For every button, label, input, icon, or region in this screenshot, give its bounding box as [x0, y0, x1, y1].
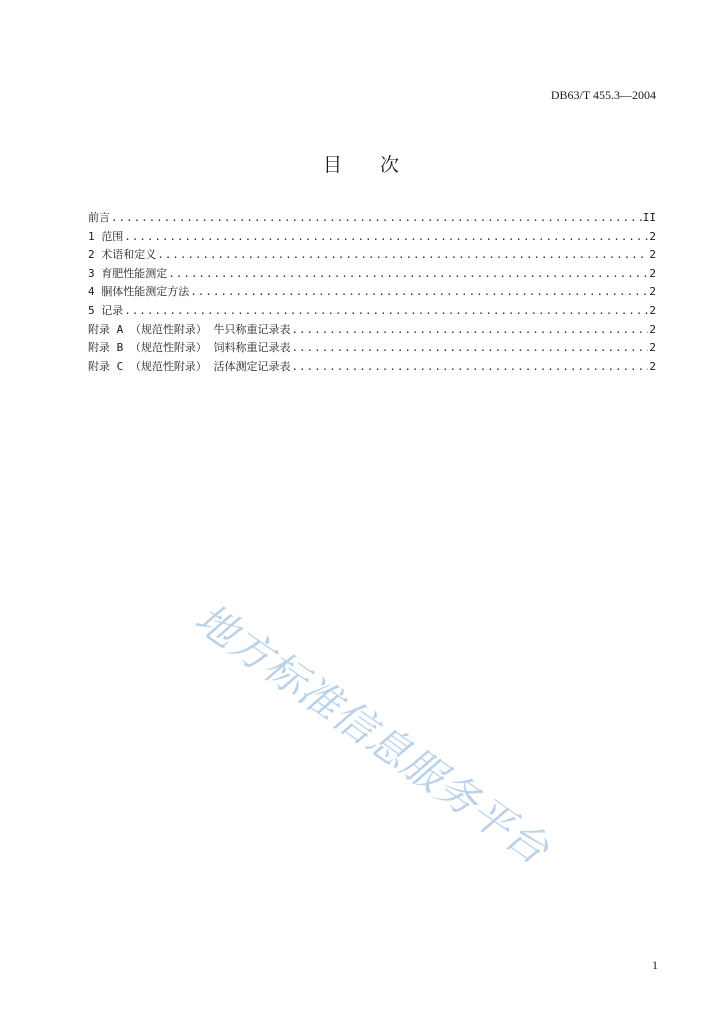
- toc-entry-fattening[interactable]: [88, 265, 656, 284]
- toc-entry-appendix-b[interactable]: [88, 339, 656, 358]
- toc-dot-leader: [157, 246, 648, 265]
- toc-title: [0, 150, 724, 177]
- toc-entry-page: 2: [649, 322, 656, 336]
- toc-entry-page: 2: [649, 285, 656, 299]
- toc-list: [88, 209, 656, 376]
- toc-entry-scope[interactable]: [88, 228, 656, 247]
- toc-entry-label: 前言: [88, 211, 110, 224]
- watermark-text: 地方标准信息服务平台: [186, 593, 558, 875]
- toc-entry-page: 2: [649, 341, 656, 355]
- toc-entry-label: 附录 C （规范性附录） 活体测定记录表: [88, 359, 291, 373]
- toc-entry-page: II: [642, 211, 656, 224]
- toc-dot-leader: [168, 265, 648, 284]
- toc-entry-preface[interactable]: [88, 209, 656, 228]
- toc-entry-page: 2: [649, 248, 656, 262]
- toc-entry-label: 4 胴体性能测定方法: [88, 285, 190, 299]
- toc-entry-terms[interactable]: [88, 246, 656, 265]
- toc-entry-page: 2: [649, 359, 656, 373]
- toc-entry-carcass[interactable]: [88, 283, 656, 302]
- toc-dot-leader: [292, 321, 649, 340]
- toc-title-char-2: 次: [380, 154, 402, 176]
- toc-dot-leader: [190, 283, 648, 302]
- toc-entry-appendix-c[interactable]: [88, 358, 656, 377]
- toc-dot-leader: [124, 302, 648, 321]
- toc-dot-leader: [292, 339, 649, 358]
- toc-entry-label: 附录 A （规范性附录） 牛只称重记录表: [88, 322, 291, 336]
- toc-dot-leader: [124, 228, 648, 247]
- standard-code: DB63/T 455.3—2004: [550, 88, 656, 102]
- toc-entry-records[interactable]: [88, 302, 656, 321]
- toc-dot-leader: [111, 209, 642, 228]
- toc-entry-label: 5 记录: [88, 303, 124, 317]
- toc-entry-label: 1 范围: [88, 229, 124, 243]
- toc-entry-label: 附录 B （规范性附录） 饲料称重记录表: [88, 341, 291, 355]
- toc-entry-page: 2: [649, 229, 656, 243]
- toc-entry-appendix-a[interactable]: [88, 321, 656, 340]
- toc-entry-page: 2: [649, 303, 656, 317]
- page-number: 1: [652, 958, 658, 972]
- toc-entry-label: 2 术语和定义: [88, 248, 157, 262]
- toc-entry-page: 2: [649, 266, 656, 280]
- toc-title-char-1: 目: [322, 154, 344, 176]
- toc-dot-leader: [292, 358, 649, 377]
- toc-entry-label: 3 育肥性能测定: [88, 266, 168, 280]
